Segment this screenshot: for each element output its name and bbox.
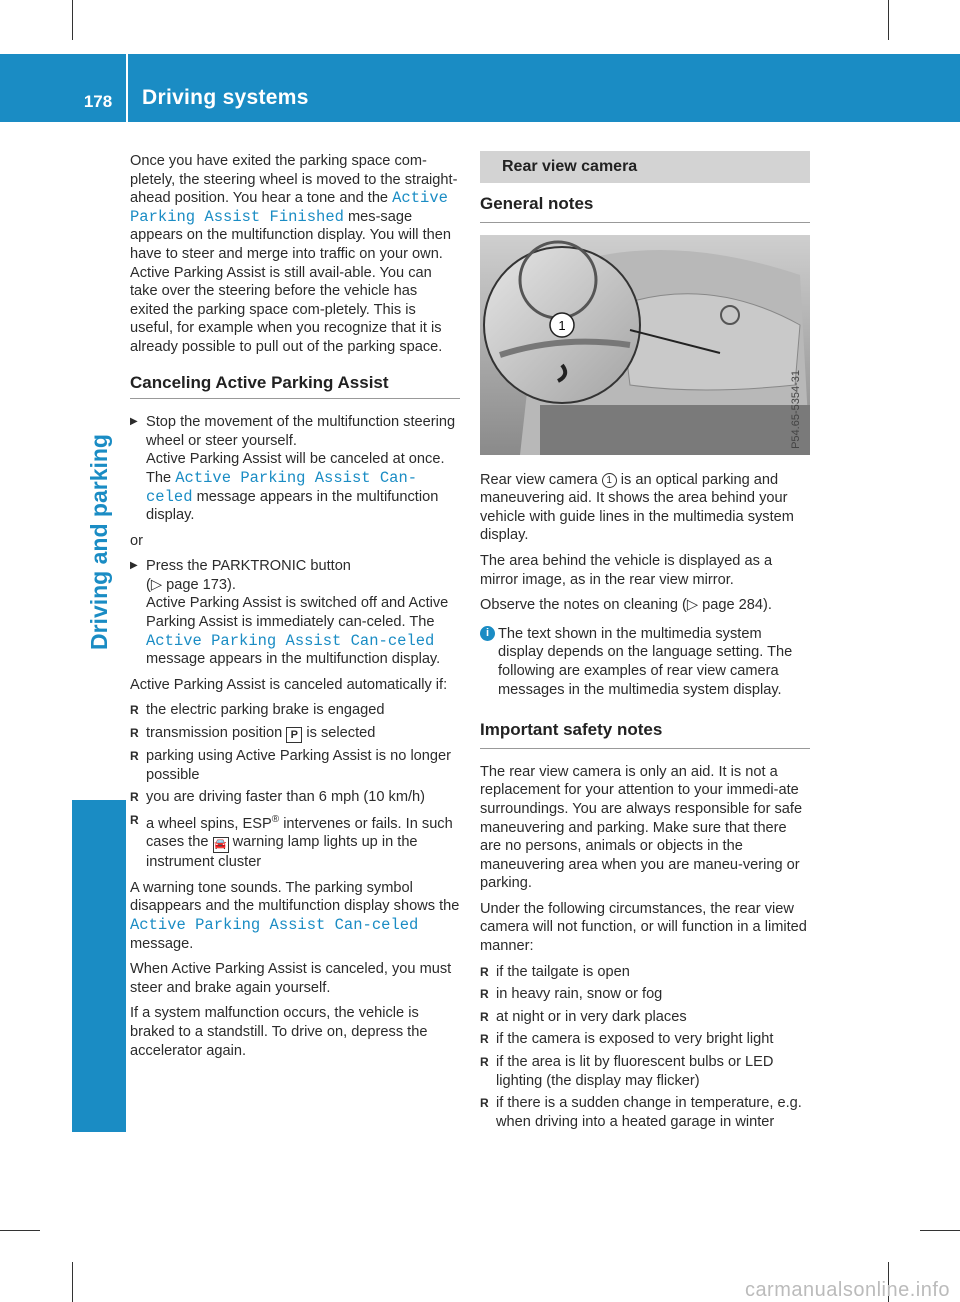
- crop-mark: [920, 1230, 960, 1231]
- park-position-icon: P: [286, 727, 302, 743]
- heading-rule: [130, 398, 460, 399]
- crop-mark: [888, 0, 889, 40]
- paragraph: Under the following circumstances, the rear view camera will not function, or will function in a limited manner:: [480, 900, 807, 955]
- info-icon: i: [480, 626, 495, 641]
- list-item: R if the tailgate is open: [480, 963, 810, 982]
- heading-rule: [480, 222, 810, 223]
- display-message: Active Parking Assist Can-celed: [146, 631, 435, 650]
- watermark: carmanualsonline.info: [744, 1279, 950, 1301]
- paragraph: The rear view camera is only an aid. It is not a replacement for your attention to your immedi-ate surroundings. You are always responsible for safe maneuvering and parking. Make sure that there are no persons, animals or objects in the maneuvering area when you are maneu-vering or parking.: [480, 763, 803, 892]
- crop-mark: [72, 1262, 73, 1302]
- rear-camera-photo: [480, 235, 810, 455]
- section-heading: Canceling Active Parking Assist: [130, 372, 389, 392]
- callout-ref: 1: [602, 473, 617, 488]
- page-reference[interactable]: (▷ page 173).: [146, 576, 236, 593]
- list-item: R if there is a sudden change in temperature, e.g. when driving into a heated garage in winter: [480, 1094, 810, 1131]
- list-item: R a wheel spins, ESP® intervenes or fails. In such cases the 🚘 warning lamp lights up in the instrument cluster: [130, 811, 460, 872]
- list-item: R at night or in very dark places: [480, 1008, 810, 1027]
- paragraph: Rear view camera 1 is an optical parking and maneuvering aid. It shows the area behind your vehicle with guide lines in the multimedia system display.: [480, 471, 794, 544]
- intro-paragraph: Once you have exited the parking space com-pletely, the steering wheel is moved to the straight-ahead position. You hear a tone and the Active Parking Assist Finished mes-sage appears on the multifunction display. You will then have to steer and merge into traffic on your own. Active Parking Assist is still avail-able. You can take over the steering before the vehicle has exited the parking space com-pletely. This is useful, for example when you recognize that it is already possible to pull out of the parking space.: [130, 153, 458, 355]
- paragraph: Observe the notes on cleaning (▷ page 284).: [480, 597, 772, 614]
- subheading-safety: Important safety notes: [480, 720, 663, 740]
- list-item: R you are driving faster than 6 mph (10 km/h): [130, 788, 460, 807]
- callout-1: 1: [558, 317, 566, 333]
- display-message: Active Parking Assist Can-celed: [130, 916, 419, 935]
- or-text: or: [130, 532, 143, 549]
- auto-cancel-text: Active Parking Assist is canceled automatically if:: [130, 676, 448, 693]
- paragraph: When Active Parking Assist is canceled, you must steer and brake again yourself.: [130, 961, 452, 996]
- instruction-step: ▶ Stop the movement of the multifunction steering wheel or steer yourself. Active Parking Assist will be canceled at once. The Active Parking Assist Can-celed message appears in the multifunction display.: [130, 413, 460, 525]
- crop-mark: [0, 1230, 40, 1231]
- side-tab-block: [72, 800, 126, 1132]
- page-number: 178: [83, 92, 113, 111]
- paragraph: If a system malfunction occurs, the vehicle is braked to a standstill. To drive on, depress the accelerator again.: [130, 1005, 428, 1059]
- side-tab-label: Driving and parking: [86, 434, 112, 650]
- left-column: [130, 152, 460, 1067]
- list-item: R the electric parking brake is engaged: [130, 701, 460, 720]
- right-column: [480, 151, 810, 1135]
- car-rear-illustration: [480, 235, 810, 455]
- list-item: R in heavy rain, snow or fog: [480, 985, 810, 1004]
- section-title-box: Rear view camera: [480, 151, 810, 183]
- page-title: Driving systems: [142, 86, 309, 109]
- header-divider: [126, 54, 128, 122]
- display-message: Active Parking Assist Finished: [130, 189, 448, 226]
- paragraph: The area behind the vehicle is displayed as a mirror image, as in the rear view mirror.: [480, 552, 773, 588]
- photo-code: P54.65-5354-31: [790, 369, 803, 449]
- crop-mark: [72, 0, 73, 40]
- instruction-step: ▶ Press the PARKTRONIC button (▷ page 173). Active Parking Assist is switched off and Active Parking Assist is immediately can-celed. The Active Parking Assist Can-celed message appears in the multifunction display.: [130, 557, 460, 669]
- list-item: R if the area is lit by fluorescent bulbs or LED lighting (the display may flicker): [480, 1053, 810, 1090]
- list-item: R parking using Active Parking Assist is no longer possible: [130, 747, 460, 784]
- list-item: R if the camera is exposed to very bright light: [480, 1030, 810, 1049]
- heading-rule: [480, 748, 810, 749]
- display-message: Active Parking Assist Can-celed: [146, 468, 418, 506]
- list-item: R transmission position P is selected: [130, 724, 460, 743]
- warning-paragraph: A warning tone sounds. The parking symbol disappears and the multifunction display shows the Active Parking Assist Can-celed message.: [130, 879, 460, 952]
- subheading-general-notes: General notes: [480, 194, 594, 213]
- skid-warning-icon: 🚘: [213, 837, 229, 853]
- info-note: i The text shown in the multimedia system display depends on the language setting. The following are examples of rear view camera messages in the multimedia system display.: [480, 625, 810, 699]
